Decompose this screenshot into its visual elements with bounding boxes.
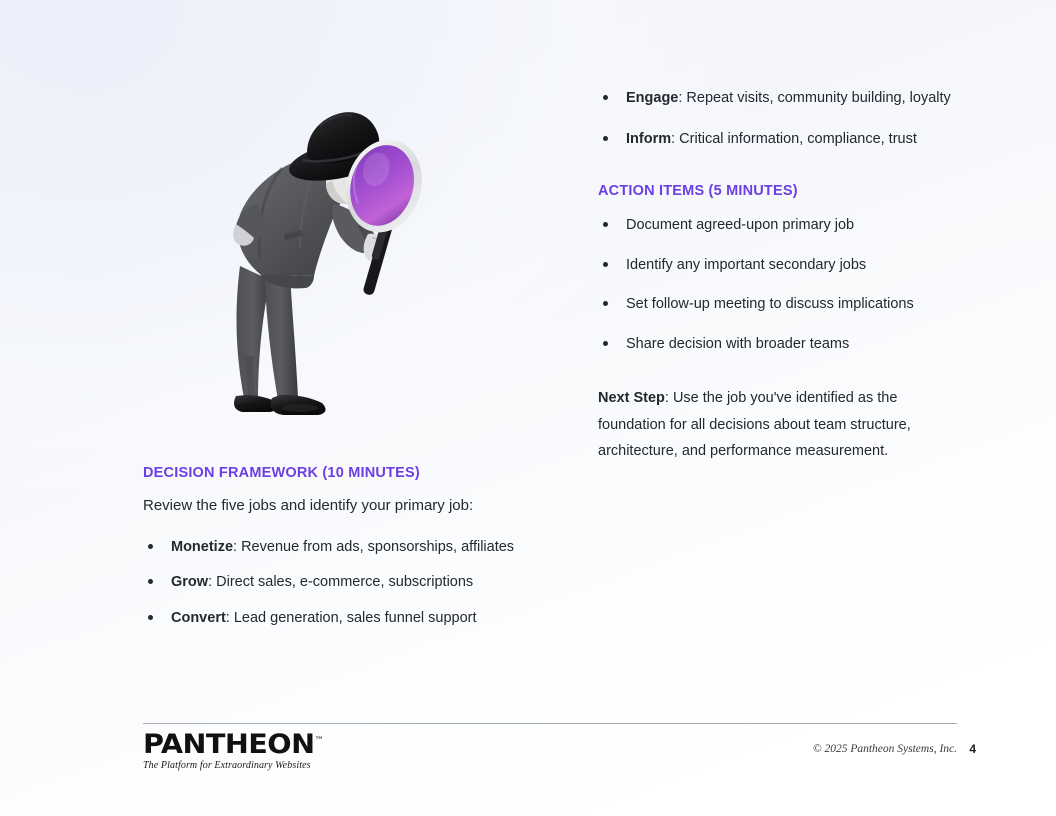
footer-divider — [143, 723, 957, 724]
list-item: Share decision with broader teams — [598, 334, 964, 355]
action-items-section — [598, 183, 964, 354]
detective-with-magnifying-glass-image — [222, 98, 422, 423]
list-item: Identify any important secondary jobs — [598, 255, 964, 276]
pantheon-logo-text: PANTHEON — [143, 729, 315, 760]
bullet-lead: Inform — [626, 130, 672, 147]
pantheon-logo — [143, 731, 343, 771]
bullet-rest: : Revenue from ads, sponsorships, affiliates — [233, 538, 515, 555]
trademark-icon: ™ — [314, 736, 325, 746]
copyright-text: © 2025 Pantheon Systems, Inc. — [812, 743, 957, 755]
pantheon-logo-wordmark — [143, 731, 324, 758]
bullet-lead: Convert — [171, 610, 226, 627]
list-item: Set follow-up meeting to discuss implications — [598, 294, 964, 315]
next-step-paragraph — [598, 385, 948, 465]
list-item: Document agreed-upon primary job — [598, 215, 964, 236]
bullet-rest: : Direct sales, e-commerce, subscriptions — [208, 574, 474, 591]
decision-framework-intro: Review the five jobs and identify your primary job: — [143, 497, 474, 515]
next-step-rest: : Use the job you've identified as the foundation for all decisions about team structure, architecture, and performance measurement. — [598, 389, 911, 460]
pantheon-logo-tagline: The Platform for Extraordinary Websites — [143, 760, 311, 771]
primary-jobs-list — [143, 537, 543, 629]
bullet-rest: : Lead generation, sales funnel support — [225, 610, 477, 627]
action-items-list — [598, 215, 964, 355]
list-item — [598, 129, 964, 150]
bullet-lead: Grow — [171, 574, 209, 591]
next-step-lead: Next Step — [598, 389, 665, 406]
bullet-lead: Monetize — [171, 538, 234, 555]
bullet-rest: : Critical information, compliance, trust — [671, 130, 917, 147]
list-item — [143, 608, 543, 629]
page-number: 4 — [969, 742, 976, 756]
right-content-column — [598, 88, 964, 480]
list-item — [598, 88, 964, 109]
bullet-lead: Engage — [626, 90, 679, 106]
action-items-heading: ACTION ITEMS (5 MINUTES) — [598, 183, 798, 200]
list-item — [143, 572, 543, 593]
continued-jobs-list — [598, 88, 964, 149]
decision-framework-heading: DECISION FRAMEWORK (10 MINUTES) — [143, 465, 420, 481]
bullet-rest: : Repeat visits, community building, loyalty — [678, 90, 951, 106]
list-item — [143, 537, 543, 558]
left-content-column — [143, 465, 543, 644]
